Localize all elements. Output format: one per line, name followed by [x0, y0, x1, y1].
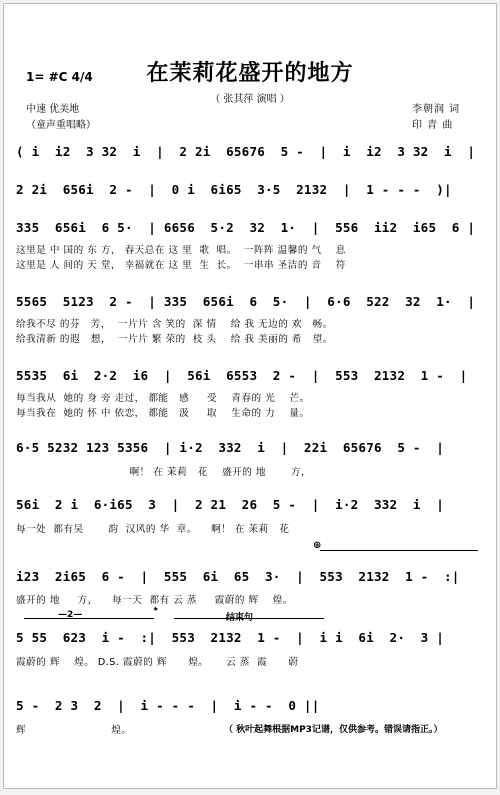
lyric-row-8: 盛开的 地 方， 每一天 都有 云 蒸 霞蔚的 辉 煌。: [16, 595, 293, 606]
lyric-row-4-verse-1: 给我不尽 的芬 芳， 一片片 含 笑的 深 情 给 我 无边的 欢 畅。: [16, 319, 333, 330]
score-row-1: ( i i2 3 32 i | 2 2i 65676 5 - | i i2 3 32 i |: [16, 144, 476, 159]
volta-marker: —2—: [58, 610, 83, 620]
score-row-7: 56i 2 i 6·i65 3 | 2 21 26 5 - | i·2 332 i |: [16, 497, 445, 512]
lyric-row-5-verse-1: 每当我从 她的 身 旁 走过， 都能 感 受 青春的 光 芒。: [16, 393, 310, 404]
coda-bracket-line: [320, 550, 478, 551]
composer-credit: 印 青 曲: [412, 120, 454, 131]
lyricist-credit: 李朝润 词: [412, 104, 461, 115]
volta-bracket-line: [24, 618, 154, 619]
key-signature: 1= #C 4/4: [26, 70, 93, 84]
score-row-9: 5 55 623 i - :| 553 2132 1 - | i i 6i 2· 3 |: [16, 630, 445, 645]
sheet-music-page: [3, 3, 497, 789]
score-row-5: 5535 6i 2·2 i6 | 56i 6553 2 - | 553 2132 1 - |: [16, 368, 468, 383]
song-title: 在茉莉花盛开的地方: [146, 61, 354, 86]
lyric-row-5-verse-2: 每当我在 她的 怀 中 依恋， 都能 汲 取 生命的 力 量。: [16, 408, 310, 419]
lyric-row-3-verse-2: 这里是 人 间的 天 堂， 幸福就在 这 里 生 长。 一串串 圣洁的 音 符: [16, 260, 346, 271]
lyric-row-10: 辉 煌。: [16, 725, 132, 736]
score-row-3: 335 656i 6 5· | 6656 5·2 32 1· | 556 ii2 i65 6 |: [16, 220, 476, 235]
score-row-2: 2 2i 656i 2 - | 0 i 6i65 3·5 2132 | 1 - - - )|: [16, 182, 452, 197]
coda-mark-icon: ⊕: [313, 540, 322, 551]
lyric-row-4-verse-2: 给我清新 的遐 想， 一片片 繁 荣的 枝 头 给 我 美丽的 希 望。: [16, 334, 333, 345]
score-row-6: 6·5 5232 123 5356 | i·2 332 i | 22i 65676 5 - |: [16, 440, 445, 455]
lyric-row-3-verse-1: 这里是 中 国的 东 方， 春天总在 这 里 歌 唱。 一阵阵 温馨的 气 息: [16, 245, 346, 256]
voice-note: （童声重唱略）: [26, 120, 96, 131]
score-row-10: 5 - 2 3 2 | i - - - | i - - 0 ||: [16, 698, 320, 713]
ending-bracket-line: [174, 618, 324, 619]
lyric-row-6: 啊！ 在 茉莉 花 盛开的 地 方，: [16, 467, 312, 478]
transcription-footnote: （ 秋叶起舞根据MP3记谱，仅供参考。错误请指正。）: [224, 725, 443, 735]
segno-icon: 𝄌: [154, 606, 158, 617]
lyric-row-9: 霞蔚的 辉 煌。 D.S. 霞蔚的 辉 煌。 云 蒸 霞 蔚: [16, 657, 299, 668]
score-row-8: i23 2i65 6 - | 555 6i 65 3· | 553 2132 1 - :|: [16, 569, 460, 584]
score-row-4: 5565 5123 2 - | 335 656i 6 5· | 6·6 522 32 1· |: [16, 294, 476, 309]
ending-label: 结束句: [226, 613, 254, 623]
lyric-row-7: 每一处 都有吴 韵 汉风的 华 章。 啊！ 在 茉莉 花: [16, 524, 290, 535]
tempo-marking: 中速 优美地: [26, 104, 80, 115]
singer-credit: （ 张其萍 演唱 ）: [210, 94, 290, 105]
